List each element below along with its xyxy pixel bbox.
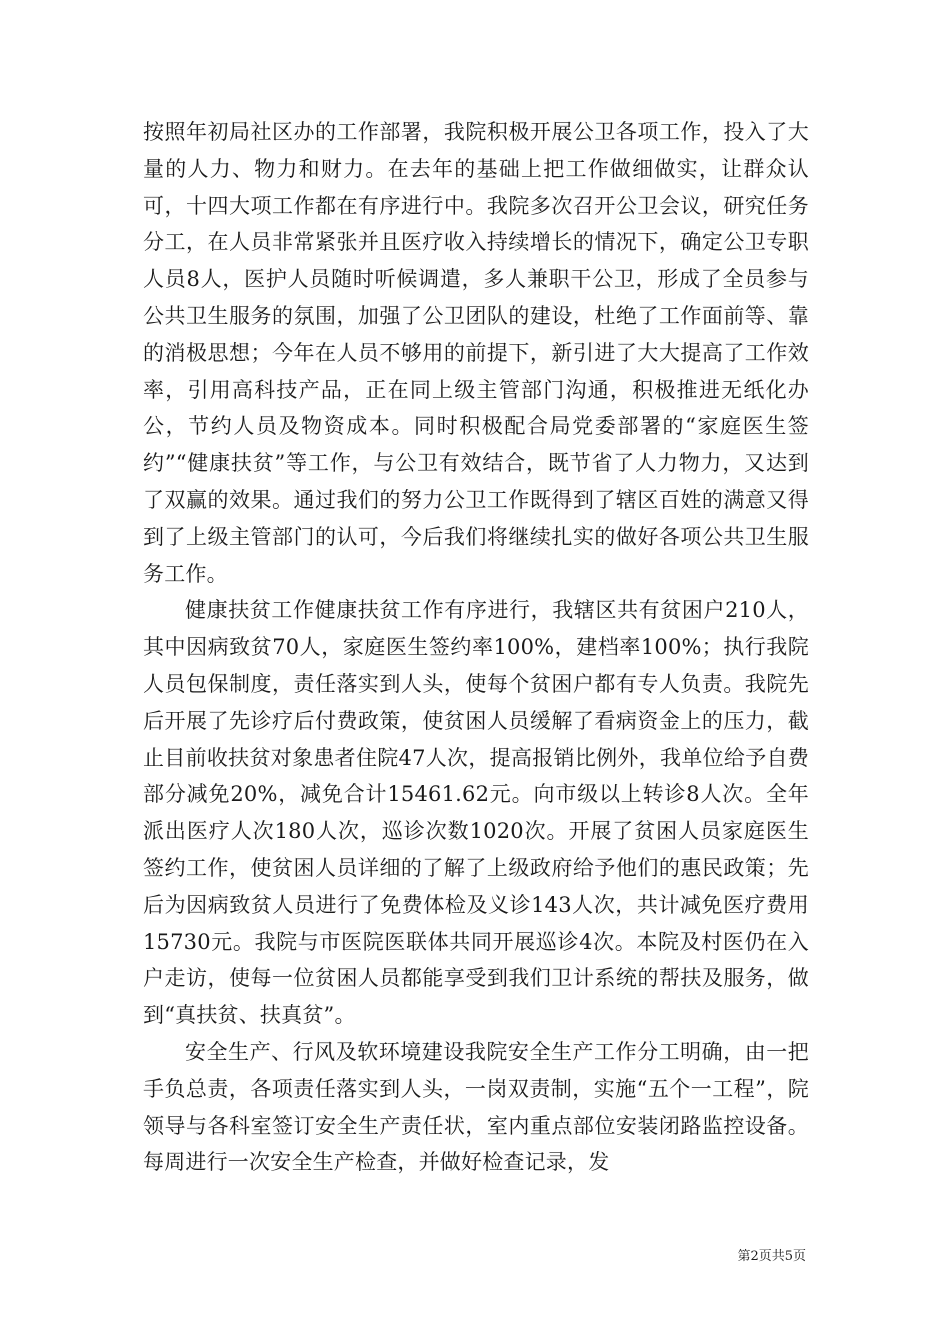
paragraph-poverty-alleviation: 健康扶贫工作健康扶贫工作有序进行，我辖区共有贫困户210人，其中因病致贫70人，家庭医生签约率100%，建档率100%；执行我院人员包保制度，责任落实到人头，使每个贫困户都有专人负责。我院先后开展了先诊疗后付费政策，使贫困人员缓解了看病资金上的压力，截止目前收扶贫对象患者住院47人次，提高报销比例外，我单位给予自费部分减免20%，减免合计15461.62元。向市级以上转诊8人次。全年派出医疗人次180人次，巡诊次数1020次。开展了贫困人员家庭医生签约工作，使贫困人员详细的了解了上级政府给予他们的惠民政策；先后为因病致贫人员进行了免费体检及义诊143人次，共计减免医疗费用15730元。我院与市医院医联体共同开展巡诊4次。本院及村医仍在入户走访，使每一位贫困人员都能享受到我们卫计系统的帮扶及服务，做到“真扶贫、扶真贫”。 <box>143 598 809 1028</box>
page-number-footer: 第2页共5页 <box>737 1249 806 1264</box>
document-body <box>143 114 809 1181</box>
paragraph-public-health: 按照年初局社区办的工作部署，我院积极开展公卫各项工作，投入了大量的人力、物力和财力。在去年的基础上把工作做细做实，让群众认可，十四大项工作都在有序进行中。我院多次召开公卫会议，研究任务分工，在人员非常紧张并且医疗收入持续增长的情况下，确定公卫专职人员8人，医护人员随时听候调遣，多人兼职干公卫，形成了全员参与公共卫生服务的氛围，加强了公卫团队的建设，杜绝了工作面前等、靠的消极思想；今年在人员不够用的前提下，新引进了大大提高了工作效率，引用高科技产品，正在同上级主管部门沟通，积极推进无纸化办公，节约人员及物资成本。同时积极配合局党委部署的“家庭医生签约”“健康扶贫”等工作，与公卫有效结合，既节省了人力物力，又达到了双赢的效果。通过我们的努力公卫工作既得到了辖区百姓的满意又得到了上级主管部门的认可，今后我们将继续扎实的做好各项公共卫生服务工作。 <box>143 120 809 586</box>
paragraph-safety-production: 安全生产、行风及软环境建设我院安全生产工作分工明确，由一把手负总责，各项责任落实到人头，一岗双责制，实施“五个一工程”，院领导与各科室签订安全生产责任状，室内重点部位安装闭路监控设备。每周进行一次安全生产检查，并做好检查记录，发 <box>143 1039 809 1175</box>
